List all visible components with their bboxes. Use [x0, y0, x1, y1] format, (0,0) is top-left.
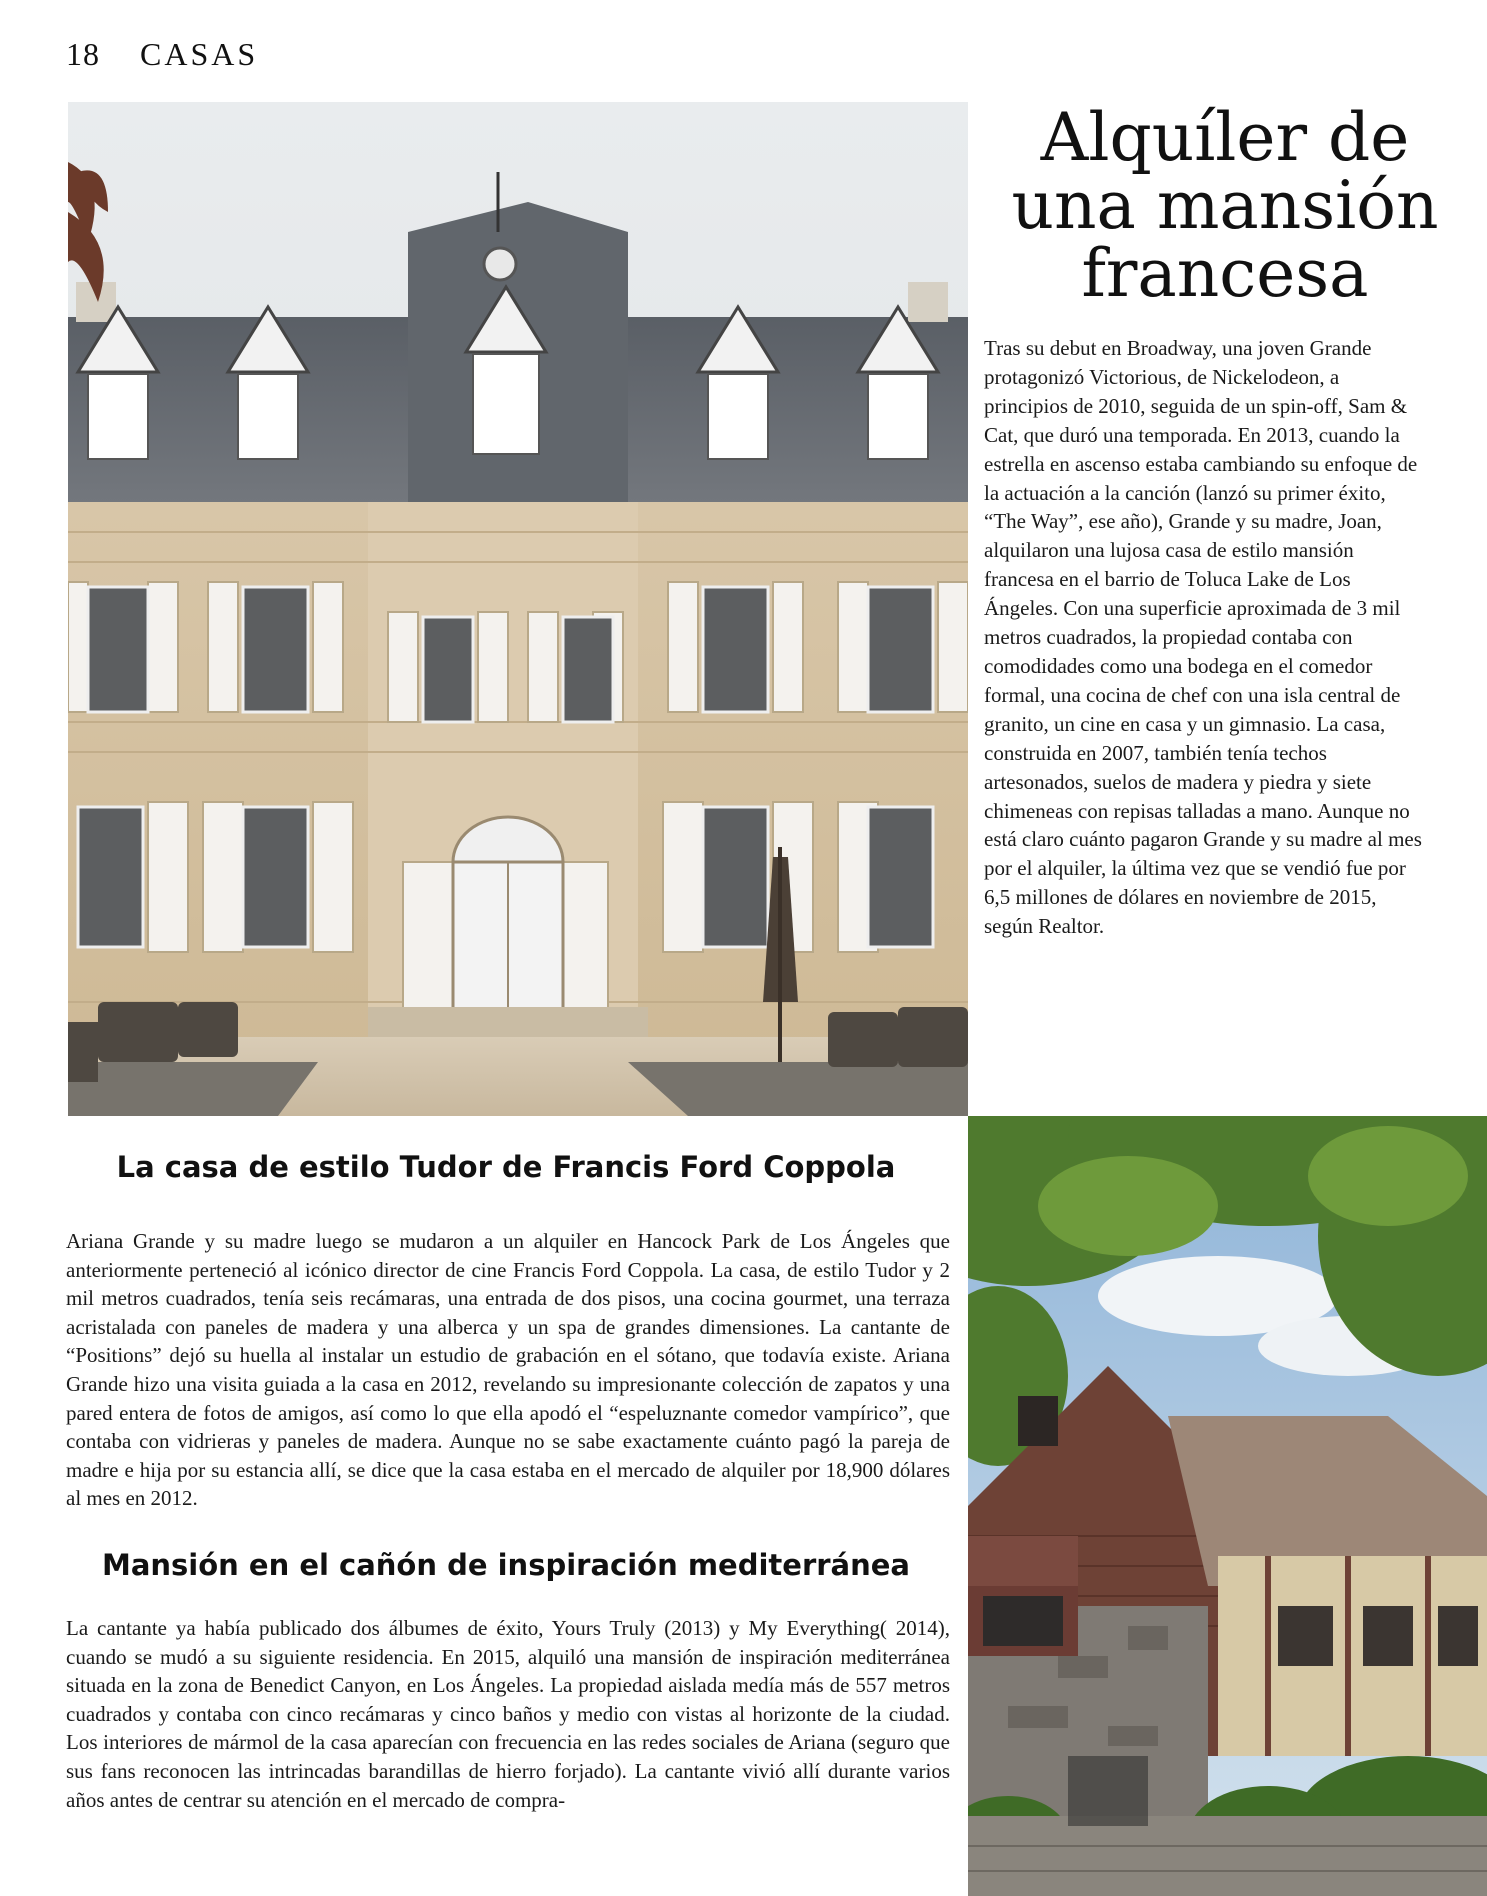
page-header	[66, 36, 258, 73]
article-title-line-1: Alquíler de	[1040, 99, 1410, 176]
page-number: 18	[66, 36, 100, 72]
french-mansion-photo	[68, 102, 968, 1116]
section-body-mediterranean: La cantante ya había publicado dos álbumes de éxito, Yours Truly (2013) y My Everything( 2014), cuando se mudó a su siguiente residencia. En 2015, alquiló una mansión de inspiración mediterránea situada en la zona de Benedict Canyon, en Los Ángeles. La propiedad aislada medía más de 557 metros cuadrados y contaba con cinco recámaras y cinco baños y medio con vistas al horizonte de la ciudad. Los interiores de mármol de la casa aparecían con frecuencia en las redes sociales de Ariana (seguro que sus fans reconocen las intrincadas barandillas de hierro forjado). La cantante vivió allí durante varios años antes de centrar su atención en el mercado de compra-	[66, 1616, 950, 1812]
section-body-tudor: Ariana Grande y su madre luego se mudaron a un alquiler en Hancock Park de Los Ángeles que anteriormente perteneció al icónico director de cine Francis Ford Coppola. La casa, de estilo Tudor y 2 mil metros cuadrados, tenía seis recámaras, una entrada de dos pisos, una cocina gourmet, una terraza acristalada con paneles de madera y una alberca y un spa de grandes dimensiones. La cantante de “Positions” dejó su huella al instalar un estudio de grabación en el sótano, que todavía existe. Ariana Grande hizo una visita guiada a la casa en 2012, revelando su impresionante colección de zapatos y una pared entera de fotos de amigos, así como lo que ella apodó el “espeluznante comedor vampírico”, que contaba con vidrieras y paneles de madera. Aunque no se sabe exactamente cuánto pagó la pareja de madre e hija por su estancia allí, se dice que la casa estaba en el mercado de alquiler por 18,900 dólares al mes en 2012.	[66, 1229, 950, 1511]
article-title-line-2: una mansión	[1011, 167, 1439, 244]
article-title	[990, 99, 1460, 312]
intro-paragraph: Tras su debut en Broadway, una joven Grande protagonizó Victorious, de Nickelodeon, a principios de 2010, seguida de un spin-off, Sam & Cat, que duró una temporada. En 2013, cuando la estrella en ascenso estaba cambiando su enfoque de la actuación a la canción (lanzó su primer éxito, “The Way”, ese año), Grande y su madre, Joan, alquilaron una lujosa casa de estilo mansión francesa en el barrio de Toluca Lake de Los Ángeles. Con una superficie aproximada de 3 mil metros cuadrados, la propiedad contaba con comodidades como una bodega en el comedor formal, una cocina de chef con una isla central de granito, un cine en casa y un gimnasio. La casa, construida en 2007, también tenía techos artesonados, suelos de madera y piedra y siete chimeneas con repisas talladas a mano. Aunque no está claro cuánto pagaron Grande y su madre al mes por el alquiler, la última vez que se vendió fue por 6,5 millones de dólares en noviembre de 2015, según Realtor.	[984, 336, 1422, 939]
tudor-house-photo	[968, 1116, 1487, 1896]
section-name: CASAS	[140, 36, 259, 72]
section-heading-tudor: La casa de estilo Tudor de Francis Ford Coppola	[116, 1150, 896, 1184]
section-heading-mediterranean: Mansión en el cañón de inspiración mediterránea	[101, 1548, 911, 1582]
article-title-line-3: francesa	[1081, 235, 1369, 312]
